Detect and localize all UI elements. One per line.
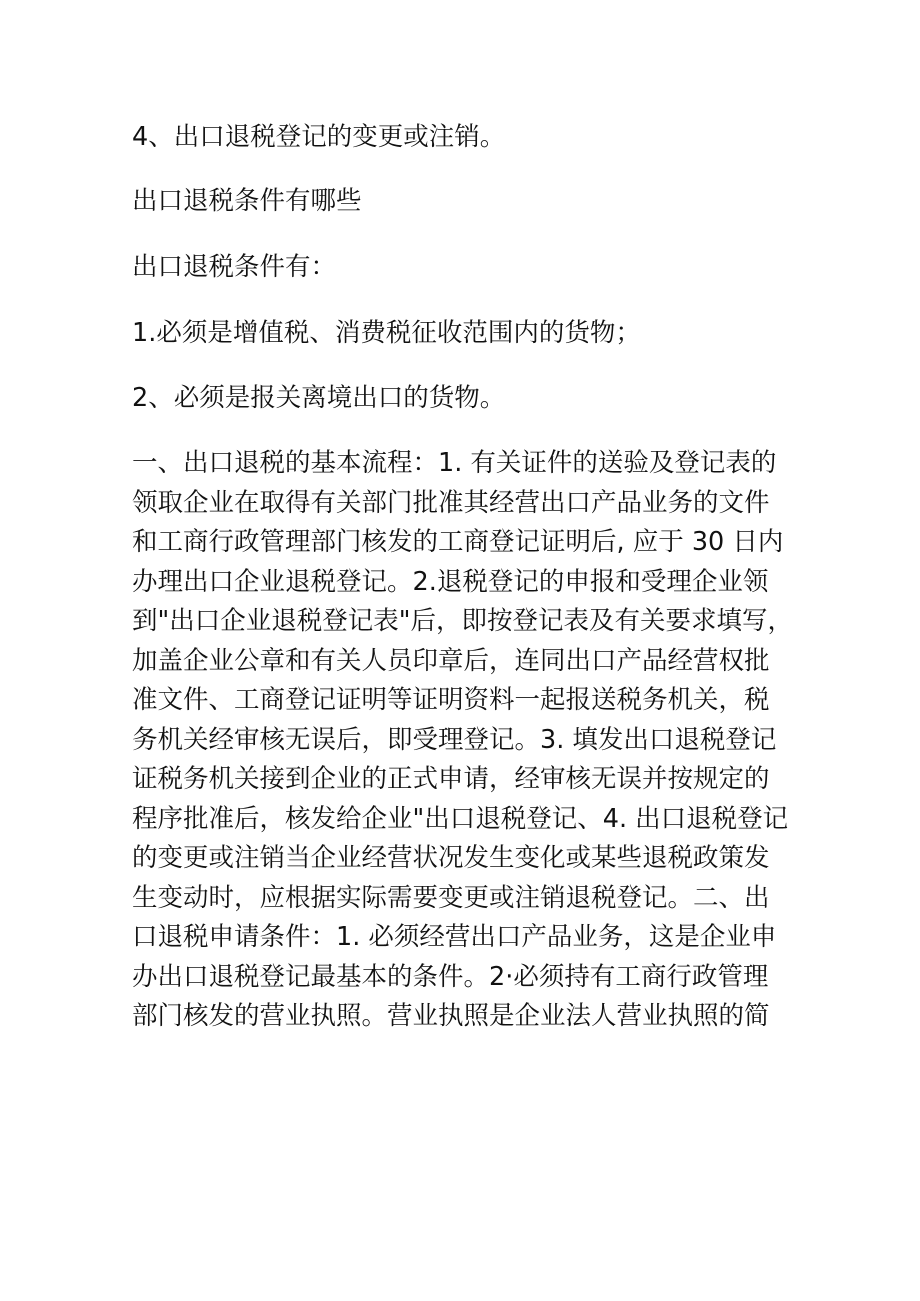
text-line: 口退税申请条件：1. 必须经营出口产品业务，这是企业申 — [132, 922, 777, 952]
text-line: 生变动时，应根据实际需要变更或注销退税登记。二、出 — [132, 882, 770, 913]
paragraph-condition-1: 1.必须是增值税、消费税征收范围内的货物； — [132, 318, 641, 348]
paragraph-registration-change: 4、出口退税登记的变更或注销。 — [132, 122, 506, 152]
text-line: 到"出口企业退税登记表"后，即按登记表及有关要求填写， — [132, 606, 793, 636]
text-line: 程序批准后，核发给企业"出口退税登记、4. 出口退税登记 — [132, 803, 789, 834]
paragraph-conditions-intro: 出口退税条件有： — [132, 252, 337, 282]
text-line: 部门核发的营业执照。营业执照是企业法人营业执照的简 — [132, 1001, 770, 1031]
text-line: 务机关经审核无误后，即受理登记。3. 填发出口退税登记 — [132, 724, 777, 755]
text-line: 的变更或注销当企业经营状况发生变化或某些退税政策发 — [132, 843, 770, 873]
paragraph-heading-conditions-question: 出口退税条件有哪些 — [132, 186, 362, 216]
text-line: 领取企业在取得有关部门批准其经营出口产品业务的文件 — [132, 487, 770, 518]
text-line: 准文件、工商登记证明等证明资料一起报送税务机关，税 — [132, 685, 770, 715]
paragraph-condition-2: 2、必须是报关离境出口的货物。 — [132, 383, 506, 413]
body-paragraph-process — [132, 444, 802, 1037]
text-line: 一、出口退税的基本流程：1. 有关证件的送验及登记表的 — [132, 448, 777, 478]
text-line: 办理出口企业退税登记。2.退税登记的申报和受理企业领 — [132, 566, 769, 597]
text-line: 证税务机关接到企业的正式申请，经审核无误并按规定的 — [132, 764, 770, 794]
text-line: 办出口退税登记最基本的条件。2·必须持有工商行政管理 — [132, 961, 769, 992]
text-line: 和工商行政管理部门核发的工商登记证明后, 应于 30 日内 — [132, 527, 784, 557]
text-line: 加盖企业公章和有关人员印章后，连同出口产品经营权批 — [132, 645, 770, 676]
